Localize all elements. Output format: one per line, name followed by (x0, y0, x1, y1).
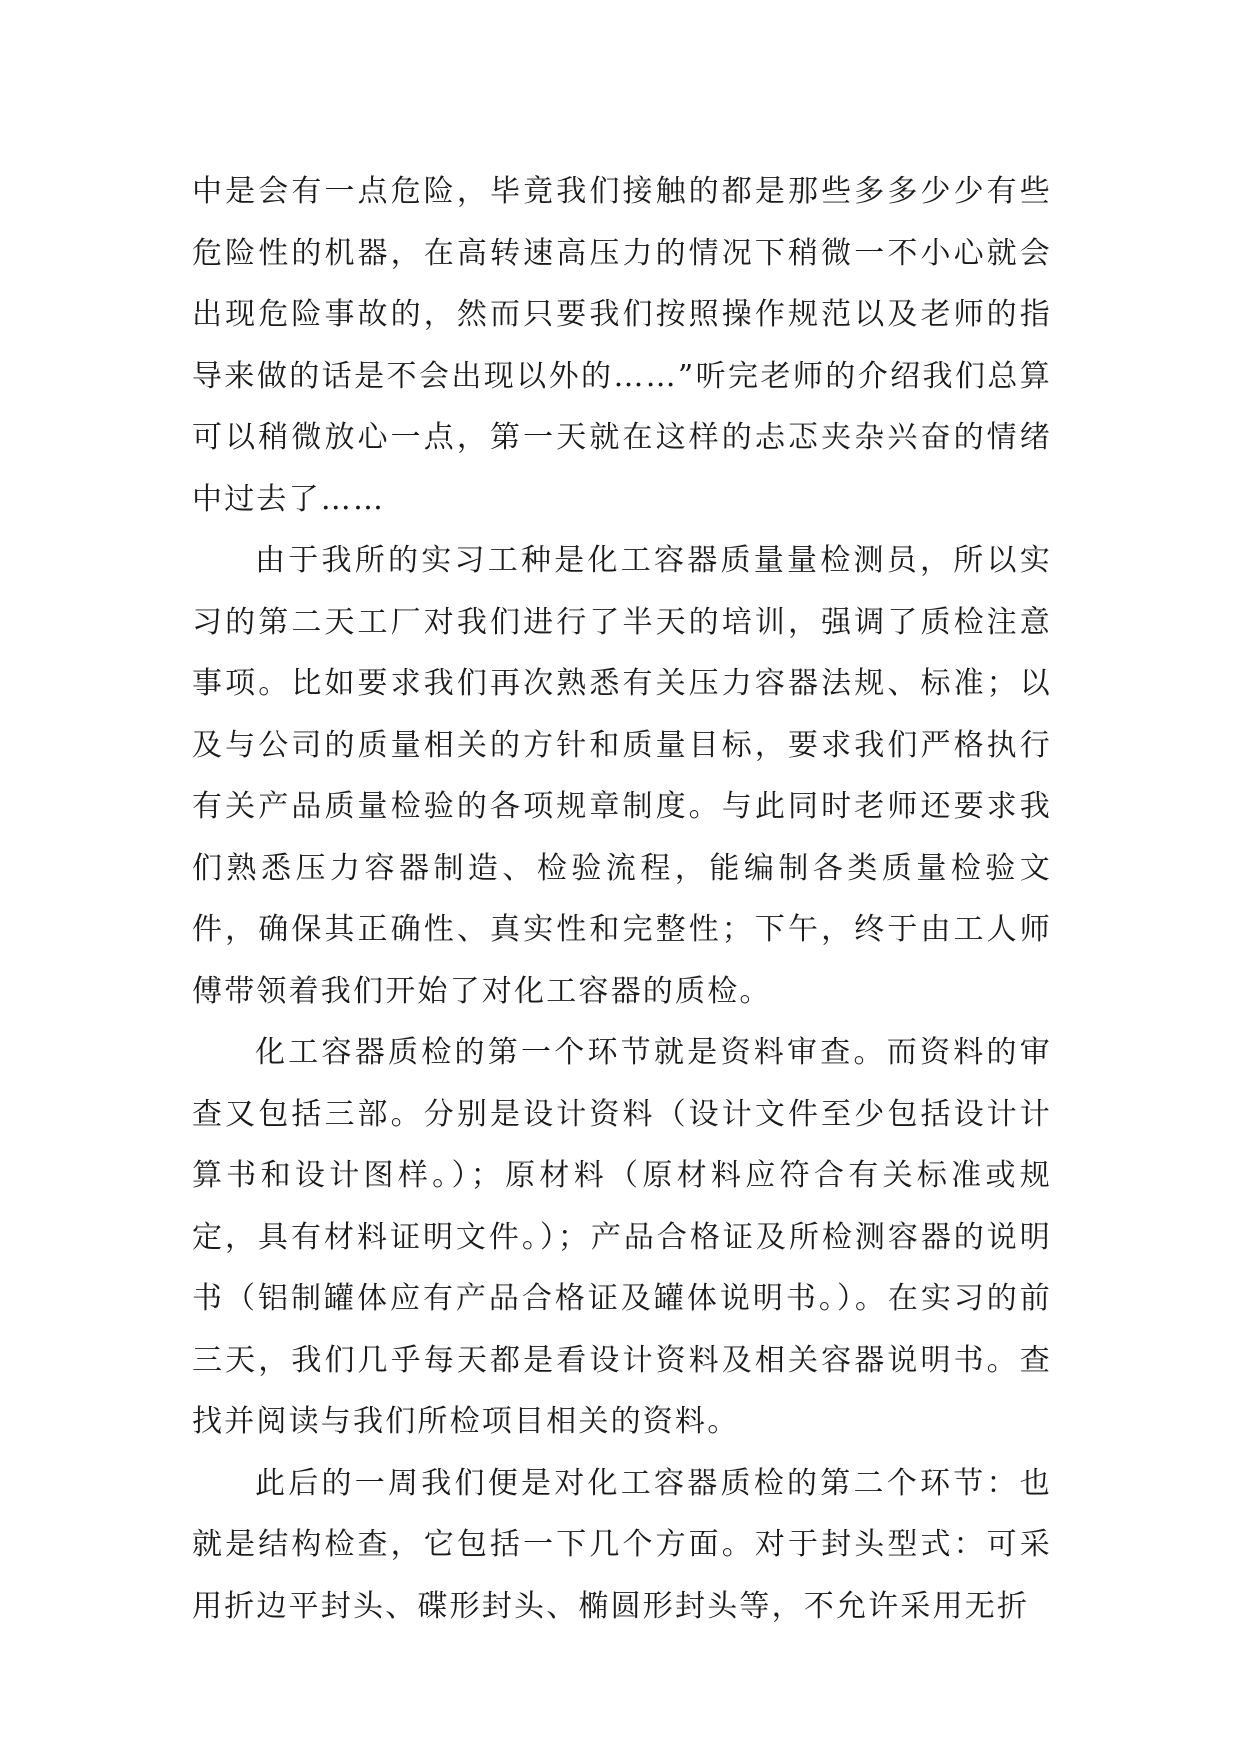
paragraph-4: 此后的一周我们便是对化工容器质检的第二个环节：也就是结构检查，它包括一下几个方面。对于封头型式：可采用折边平封头、碟形封头、椭圆形封头等，不允许采用无折 (192, 1465, 1052, 1624)
paragraph-1: 中是会有一点危险，毕竟我们接触的都是那些多多少少有些危险性的机器，在高转速高压力的情况下稍微一不小心就会出现危险事故的，然而只要我们按照操作规范以及老师的指导来做的话是不会出现以外的……”听完老师的介绍我们总算可以稍微放心一点，第一天就在这样的忐忑夹杂兴奋的情绪中过去了…… (192, 174, 1052, 517)
paragraph-3: 化工容器质检的第一个环节就是资料审查。而资料的审查又包括三部。分别是设计资料（设计文件至少包括设计计算书和设计图样。）；原材料（原材料应符合有关标准或规定，具有材料证明文件。）；产品合格证及所检测容器的说明书（铝制罐体应有产品合格证及罐体说明书。）。在实习的前三天，我们几乎每天都是看设计资料及相关容器说明书。查找并阅读与我们所检项目相关的资料。 (192, 1035, 1052, 1439)
document-body (192, 161, 1052, 1637)
paragraph-2: 由于我所的实习工种是化工容器质量量检测员，所以实习的第二天工厂对我们进行了半天的培训，强调了质检注意事项。比如要求我们再次熟悉有关压力容器法规、标准；以及与公司的质量相关的方针和质量目标，要求我们严格执行有关产品质量检验的各项规章制度。与此同时老师还要求我们熟悉压力容器制造、检验流程，能编制各类质量检验文件，确保其正确性、真实性和完整性；下午，终于由工人师傅带领着我们开始了对化工容器的质检。 (192, 543, 1052, 1009)
